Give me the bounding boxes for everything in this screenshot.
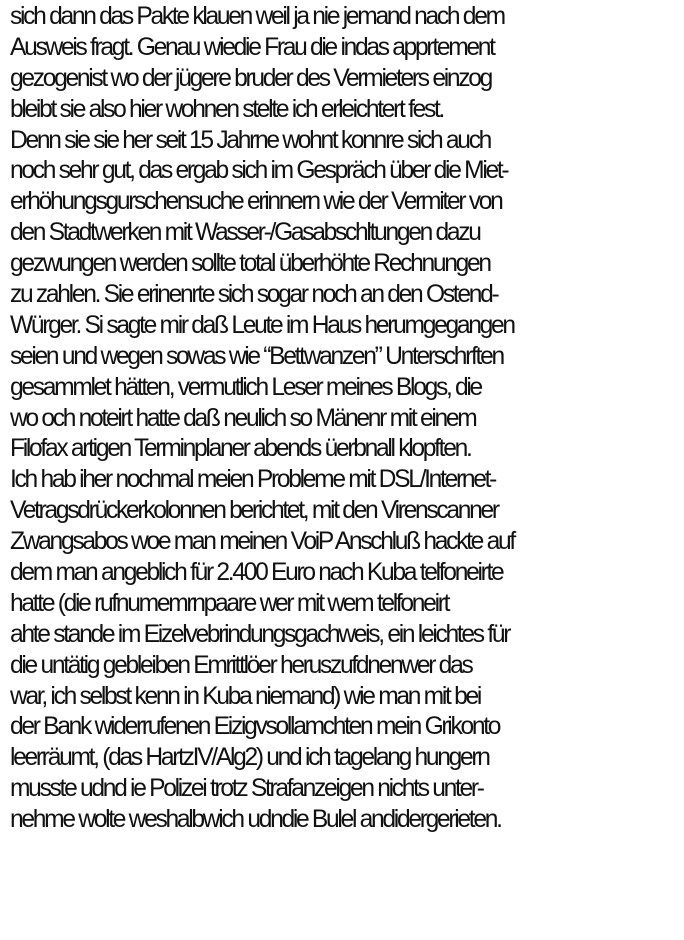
text-line: gezwungen werden sollte total überhöhte Rechnungen (10, 250, 490, 278)
text-line: gezogenist wo der jügere bruder des Vermieters einzog (10, 64, 491, 92)
text-line: Denn sie sie her seit 15 Jahrne wohnt konnre sich auch (10, 126, 491, 154)
text-line: Würger. Si sagte mir daß Leute im Haus herumgegangen (10, 311, 514, 339)
text-line: den Stadtwerken mit Wasser-/Gasabschltungen dazu (10, 219, 480, 247)
text-line: Filofax artigen Terminplaner abends üerbnall klopften. (10, 435, 471, 463)
text-line: ahte stande im Eizelvebrindungsgachweis, ein leichtes für (10, 620, 510, 648)
text-line: die untätig gebleiben Emrittlöer heruszufdnenwer das (10, 651, 472, 679)
body-text (10, 2, 682, 836)
text-line: wo och noteirt hatte daß neulich so Mänenr mit einem (10, 404, 476, 432)
text-line: Zwangsabos woe man meinen VoiP Anschluß hackte auf (10, 528, 514, 556)
text-line: Vetragsdrückerkolonnen berichtet, mit den Virenscanner (10, 497, 498, 525)
text-line: sich dann das Pakte klauen weil ja nie jemand nach dem (10, 3, 504, 30)
text-line: leerräumt, (das HartzIV/Alg2) und ich tagelang hungern (10, 744, 489, 772)
text-line: der Bank widerrufenen Eizigvsollamchten mein Grikonto (10, 713, 500, 741)
text-line: Ausweis fragt. Genau wiedie Frau die indas apprtement (10, 33, 494, 61)
text-line: bleibt sie also hier wohnen stelte ich erleichtert fest. (10, 95, 444, 123)
text-line: erhöhungsgurschensuche erinnern wie der Vermiter von (10, 188, 502, 216)
text-line: war, ich selbst kenn in Kuba niemand) wie man mit bei (10, 682, 481, 710)
text-line: zu zahlen. Sie erinenrte sich sogar noch an den Ostend- (10, 281, 498, 309)
text-line: musste udnd ie Polizei trotz Strafanzeigen nichts unter- (10, 775, 483, 803)
text-line: dem man angeblich für 2.400 Euro nach Kuba telfoneirte (10, 559, 503, 587)
text-line: hatte (die rufnumemrnpaare wer mit wem telfoneirt (10, 589, 449, 617)
text-line: noch sehr gut, das ergab sich im Gespräch über die Miet- (10, 157, 508, 185)
text-line: gesammlet hätten, vermutlich Leser meines Blogs, die (10, 373, 481, 401)
text-line: Ich hab iher nochmal meien Probleme mit DSL/Internet- (10, 466, 496, 494)
text-line: nehme wolte weshalbwich udndie Bulel andidergerieten. (10, 806, 501, 834)
text-line: seien und wegen sowas wie “Bettwanzen” Unterschrften (10, 342, 503, 370)
